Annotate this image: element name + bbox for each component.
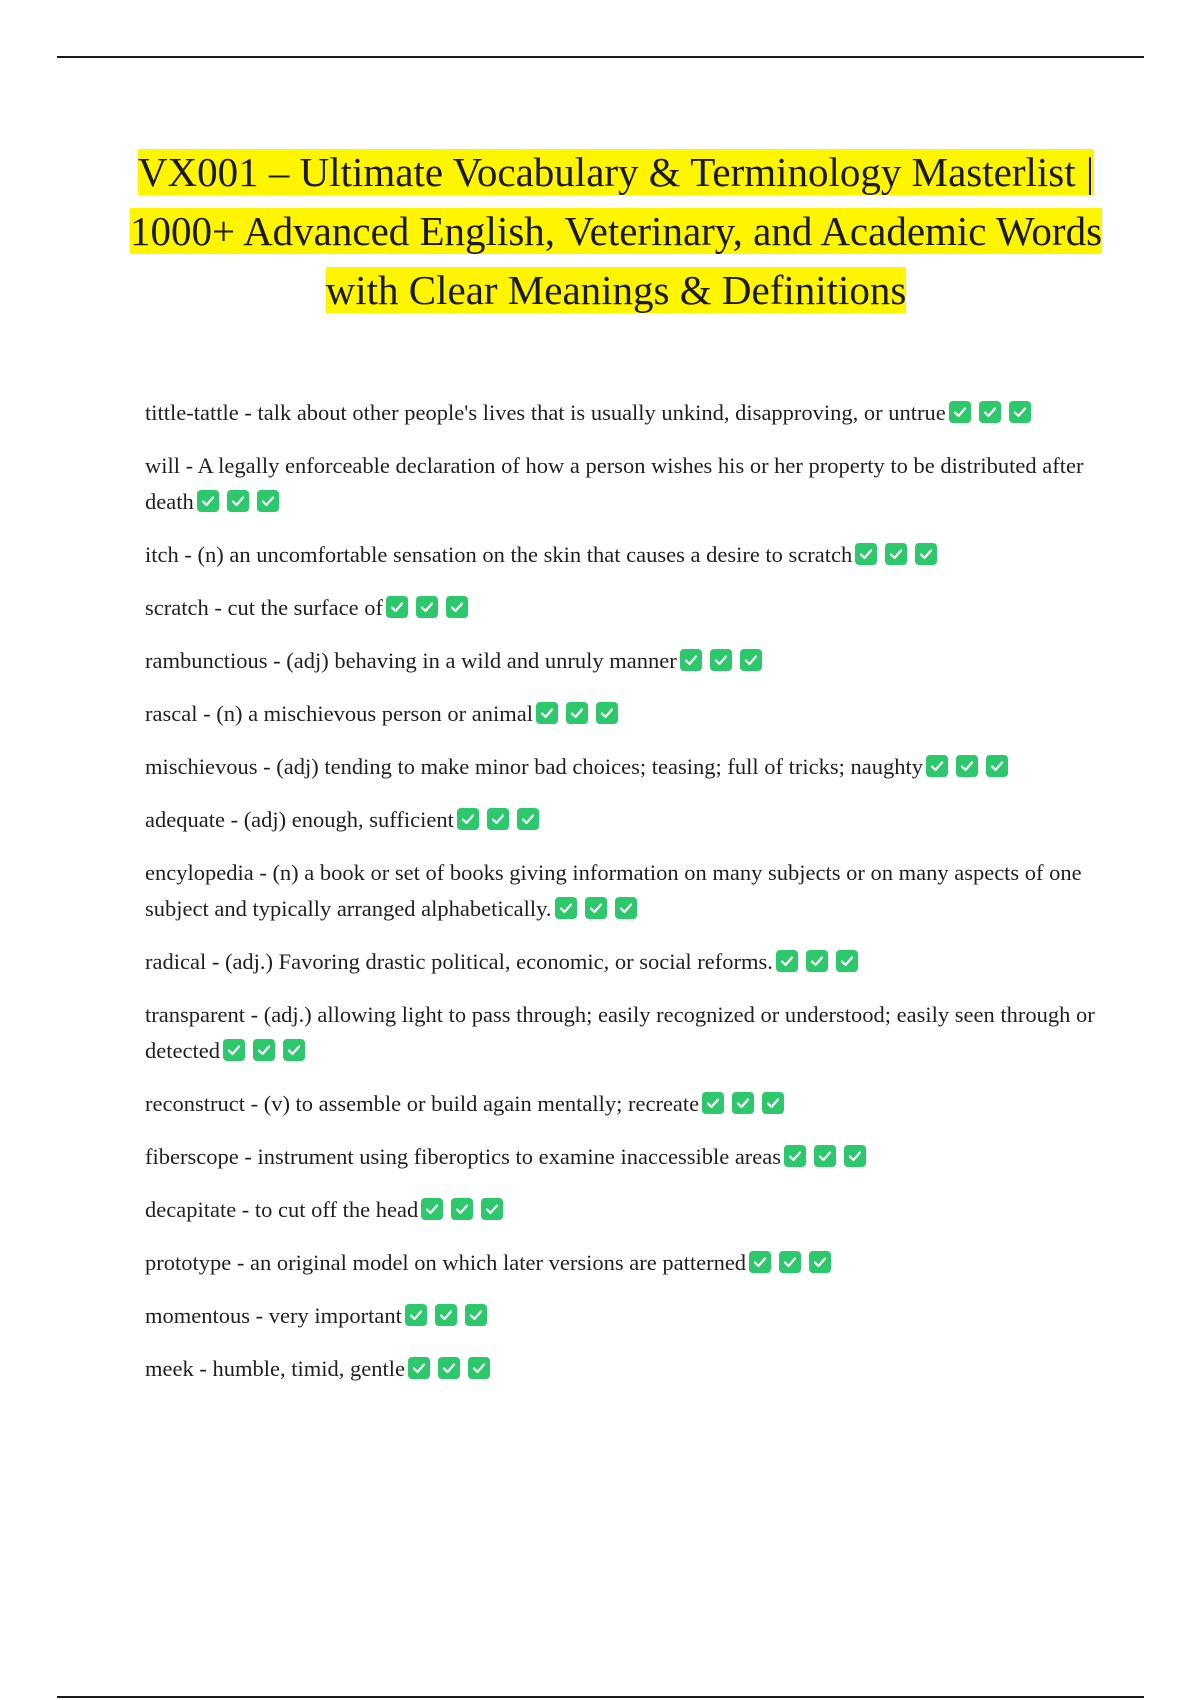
check-box-icon [555,897,577,919]
vocab-entry [145,448,1095,520]
entry-text: will - A legally enforceable declaration of how a person wishes his or her property to be distributed after death [145,453,1084,514]
entry-text: radical - (adj.) Favoring drastic political, economic, or social reforms. [145,949,773,974]
check-box-icon [421,1198,443,1220]
check-box-icon [740,649,762,671]
vocab-entry [145,1139,1095,1175]
check-box-icon [806,950,828,972]
check-box-icon [517,808,539,830]
vocabulary-list [145,395,1095,1404]
check-box-icon [779,1251,801,1273]
vocab-entry [145,1298,1095,1334]
check-box-icon [435,1304,457,1326]
check-box-icon [438,1357,460,1379]
entry-text: tittle-tattle - talk about other people's lives that is usually unkind, disapproving, or untrue [145,400,946,425]
check-group [781,1144,866,1169]
check-box-icon [451,1198,473,1220]
entry-text: meek - humble, timid, gentle [145,1356,405,1381]
check-box-icon [257,490,279,512]
entry-text: transparent - (adj.) allowing light to pass through; easily recognized or understood; easily seen through or detected [145,1002,1095,1063]
check-box-icon [585,897,607,919]
check-box-icon [732,1092,754,1114]
vocab-entry [145,696,1095,732]
check-group [746,1250,831,1275]
vocab-entry [145,643,1095,679]
vocab-entry [145,1192,1095,1228]
check-box-icon [949,401,971,423]
check-box-icon [408,1357,430,1379]
check-box-icon [855,543,877,565]
check-group [533,701,618,726]
check-box-icon [253,1039,275,1061]
check-box-icon [749,1251,771,1273]
vocab-entry [145,1245,1095,1281]
check-box-icon [956,755,978,777]
vocab-entry [145,590,1095,626]
vocab-entry [145,997,1095,1069]
vocab-entry [145,1351,1095,1387]
check-box-icon [227,490,249,512]
check-group [773,949,858,974]
check-box-icon [566,702,588,724]
check-box-icon [481,1198,503,1220]
check-group [852,542,937,567]
vocab-entry [145,395,1095,431]
check-box-icon [283,1039,305,1061]
check-box-icon [446,596,468,618]
check-box-icon [197,490,219,512]
check-box-icon [680,649,702,671]
entry-text: itch - (n) an uncomfortable sensation on the skin that causes a desire to scratch [145,542,853,567]
check-group [402,1303,487,1328]
check-group [552,896,637,921]
check-group [194,489,279,514]
vocab-entry [145,944,1095,980]
entry-text: prototype - an original model on which later versions are patterned [145,1250,747,1275]
vocab-entry [145,749,1095,785]
check-box-icon [885,543,907,565]
check-box-icon [416,596,438,618]
check-box-icon [223,1039,245,1061]
entry-text: decapitate - to cut off the head [145,1197,419,1222]
check-box-icon [405,1304,427,1326]
entry-text: rascal - (n) a mischievous person or animal [145,701,533,726]
check-box-icon [762,1092,784,1114]
check-group [946,400,1031,425]
entry-text: mischievous - (adj) tending to make minor bad choices; teasing; full of tricks; naughty [145,754,923,779]
check-box-icon [536,702,558,724]
entry-text: reconstruct - (v) to assemble or build again mentally; recreate [145,1091,700,1116]
check-group [418,1197,503,1222]
check-group [454,807,539,832]
entry-text: encylopedia - (n) a book or set of books giving information on many subjects or on many aspects of one subject and typically arranged alphabetically. [145,860,1082,921]
check-group [677,648,762,673]
check-box-icon [979,401,1001,423]
check-box-icon [702,1092,724,1114]
check-box-icon [1009,401,1031,423]
check-box-icon [468,1357,490,1379]
check-box-icon [776,950,798,972]
document-title [120,143,1112,320]
check-box-icon [386,596,408,618]
check-box-icon [596,702,618,724]
vocab-entry [145,537,1095,573]
check-group [220,1038,305,1063]
entry-text: scratch - cut the surface of [145,595,383,620]
vocab-entry [145,1086,1095,1122]
check-box-icon [457,808,479,830]
check-box-icon [465,1304,487,1326]
check-group [405,1356,490,1381]
check-box-icon [487,808,509,830]
top-rule [57,56,1144,58]
check-group [699,1091,784,1116]
title-highlight: VX001 – Ultimate Vocabulary & Terminology Masterlist | 1000+ Advanced English, Veterinary, and Academic Words with Clear Meanings & Definitions [129,149,1103,313]
check-box-icon [915,543,937,565]
bottom-rule [57,1696,1144,1698]
entry-text: adequate - (adj) enough, sufficient [145,807,454,832]
check-box-icon [784,1145,806,1167]
check-box-icon [814,1145,836,1167]
entry-text: rambunctious - (adj) behaving in a wild and unruly manner [145,648,677,673]
check-box-icon [836,950,858,972]
check-box-icon [986,755,1008,777]
check-box-icon [710,649,732,671]
vocab-entry [145,855,1095,927]
entry-text: fiberscope - instrument using fiberoptics to examine inaccessible areas [145,1144,782,1169]
check-group [923,754,1008,779]
check-box-icon [844,1145,866,1167]
vocab-entry [145,802,1095,838]
check-group [383,595,468,620]
check-box-icon [809,1251,831,1273]
check-box-icon [926,755,948,777]
entry-text: momentous - very important [145,1303,402,1328]
check-box-icon [615,897,637,919]
